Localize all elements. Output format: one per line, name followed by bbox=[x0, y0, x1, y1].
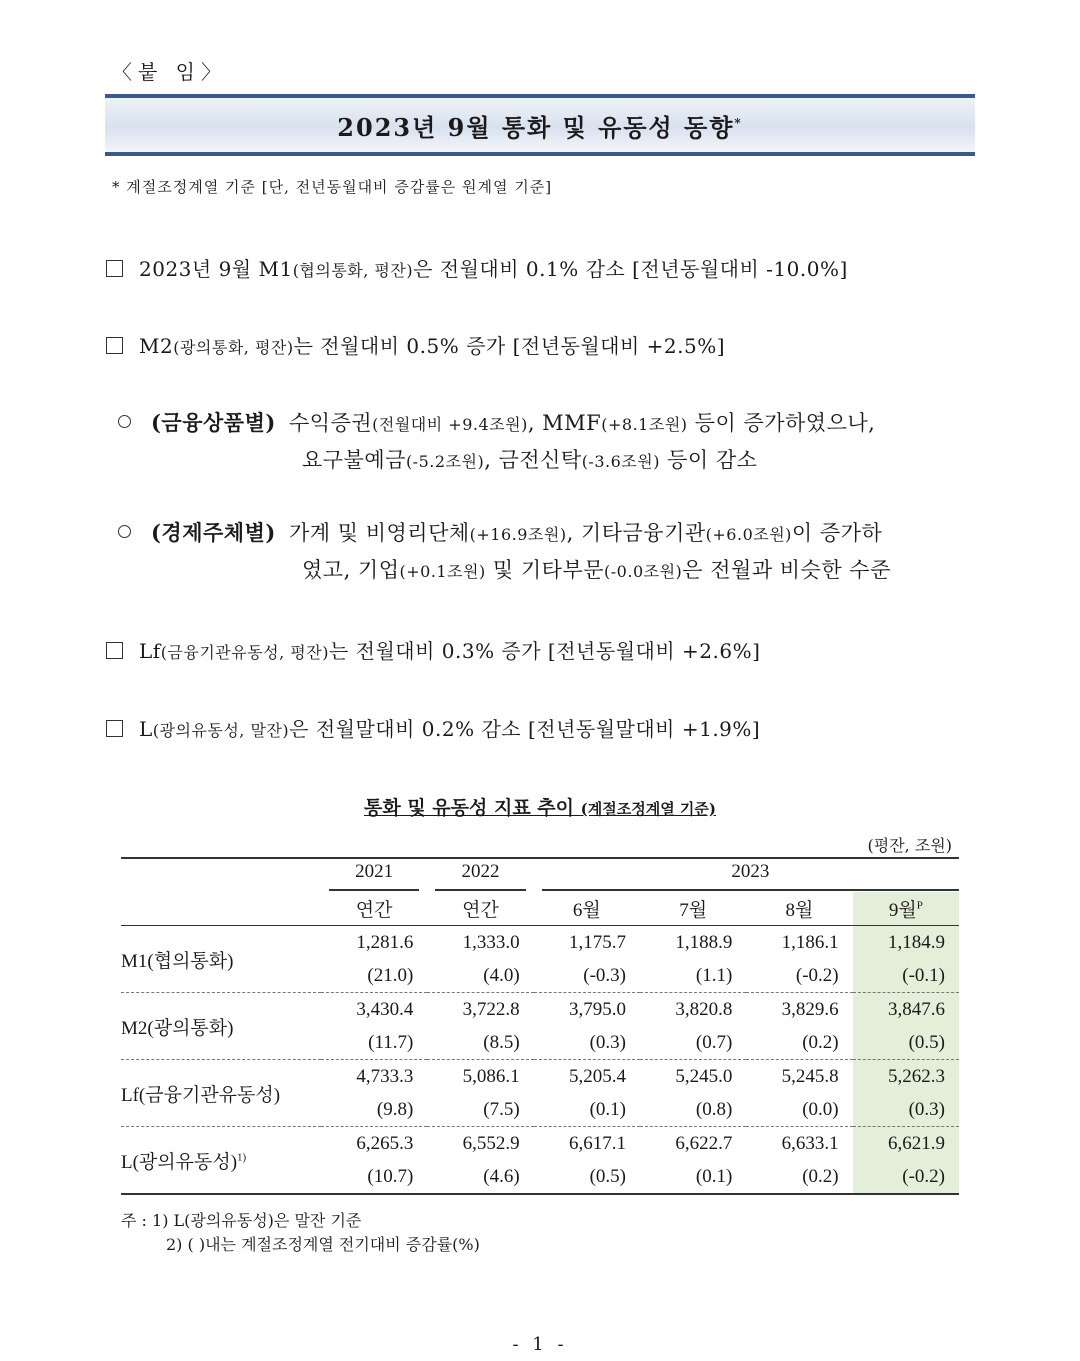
footnote-1: 주 : 1) L(광의유동성)은 말잔 기준 bbox=[121, 1211, 362, 1230]
year-2023: 2023 bbox=[534, 858, 959, 892]
value-cell: 6,552.9 bbox=[427, 1127, 533, 1161]
bullet-m1: 2023년 9월 M1(협의통화, 평잔)은 전월대비 0.1% 감소 [전년동월대비 -10.0%] bbox=[106, 253, 848, 282]
change-cell: (0.3) bbox=[853, 1093, 959, 1127]
year-2022: 2022 bbox=[427, 858, 533, 892]
checkbox-square-icon bbox=[106, 720, 123, 737]
value-cell: 3,820.8 bbox=[640, 993, 746, 1027]
change-cell: (21.0) bbox=[367, 964, 414, 986]
row-label: Lf(금융기관유동성) bbox=[121, 1060, 321, 1127]
value-cell: 3,847.6 bbox=[853, 993, 959, 1027]
value-cell: 5,086.1 bbox=[427, 1060, 533, 1094]
bullet-lf: Lf(금융기관유동성, 평잔)는 전월대비 0.3% 증가 [전년동월대비 +2.6%] bbox=[106, 635, 760, 664]
sub-sector-line2: 였고, 기업(+0.1조원) 및 기타부문(-0.0조원)은 전월과 비슷한 수준 bbox=[302, 558, 891, 582]
table-row bbox=[121, 1060, 959, 1094]
value-cell: 1,186.1 bbox=[781, 931, 839, 953]
value-cell: 1,184.9 bbox=[853, 926, 959, 960]
value-cell: 1,333.0 bbox=[462, 931, 520, 953]
value-cell: 6,265.3 bbox=[321, 1127, 427, 1161]
sub-sector: (경제주체별) 가계 및 비영리단체(+16.9조원), 기타금융기관(+6.0조원)이 증가하 bbox=[118, 517, 882, 547]
row-label: M2(광의통화) bbox=[121, 993, 321, 1060]
bullet-m2: M2(광의통화, 평잔)는 전월대비 0.5% 증가 [전년동월대비 +2.5%] bbox=[106, 330, 725, 359]
col-header-preliminary: 9월$^P$ bbox=[853, 892, 959, 926]
change-cell: (0.1) bbox=[589, 1098, 626, 1120]
change-cell: (1.1) bbox=[695, 964, 733, 986]
sub-product-line2: 요구불예금(-5.2조원), 금전신탁(-3.6조원) 등이 감소 bbox=[302, 448, 758, 472]
change-cell: (7.5) bbox=[483, 1098, 520, 1120]
footnote-2: 2) ( )내는 계절조정계열 전기대비 증감률(%) bbox=[166, 1235, 480, 1254]
change-cell: (4.0) bbox=[483, 964, 520, 986]
row-label: M1(협의통화) bbox=[121, 950, 234, 972]
bullet-l: L(광의유동성, 말잔)은 전월말대비 0.2% 감소 [전년동월말대비 +1.9%] bbox=[106, 713, 760, 742]
col-header: 7월 bbox=[640, 892, 746, 926]
period-header-row bbox=[121, 892, 959, 926]
value-cell: 5,245.0 bbox=[640, 1060, 746, 1094]
value-cell: 3,722.8 bbox=[427, 993, 533, 1027]
change-cell: (-0.3) bbox=[583, 964, 626, 986]
value-cell: 5,262.3 bbox=[853, 1060, 959, 1094]
value-cell: 5,245.8 bbox=[746, 1060, 852, 1094]
value-cell: 4,733.3 bbox=[321, 1060, 427, 1094]
circle-bullet-icon bbox=[118, 525, 131, 538]
year-2021: 2021 bbox=[321, 858, 427, 892]
year-header-row bbox=[121, 858, 959, 892]
change-cell: (0.2) bbox=[746, 1160, 852, 1194]
checkbox-square-icon bbox=[106, 337, 123, 354]
change-cell: (9.8) bbox=[376, 1098, 414, 1120]
value-cell: 5,205.4 bbox=[534, 1060, 640, 1094]
row-label: L(광의유동성)$^{1)}$ bbox=[121, 1127, 321, 1195]
change-cell: (0.5) bbox=[534, 1160, 640, 1194]
change-cell: (0.0) bbox=[802, 1098, 839, 1120]
value-cell: 3,829.6 bbox=[746, 993, 852, 1027]
col-header: 6월 bbox=[534, 892, 640, 926]
value-cell: 3,795.0 bbox=[534, 993, 640, 1027]
checkbox-square-icon bbox=[106, 642, 123, 659]
attachment-label: 〈붙 임〉 bbox=[112, 60, 227, 84]
table-row bbox=[121, 1127, 959, 1161]
value-cell: 6,622.7 bbox=[640, 1127, 746, 1161]
page-title: 2023년 9월 통화 및 유동성 동향* bbox=[337, 112, 743, 142]
value-cell: 6,621.9 bbox=[853, 1127, 959, 1161]
value-cell: 6,617.1 bbox=[534, 1127, 640, 1161]
change-cell: (-0.2) bbox=[795, 964, 839, 986]
table-title: 통화 및 유동성 지표 추이 (계절조정계열 기준) bbox=[364, 797, 716, 819]
value-cell: 1,175.7 bbox=[568, 931, 626, 953]
value-cell: 3,430.4 bbox=[321, 993, 427, 1027]
change-cell: (0.7) bbox=[695, 1031, 733, 1053]
change-cell: (11.7) bbox=[368, 1031, 414, 1053]
title-box bbox=[105, 94, 975, 156]
change-cell: (0.5) bbox=[853, 1026, 959, 1060]
change-cell: (8.5) bbox=[483, 1031, 520, 1053]
basis-note: * 계절조정계열 기준 [단, 전년동월대비 증감률은 원계열 기준] bbox=[112, 178, 553, 196]
value-cell: 1,281.6 bbox=[356, 931, 414, 953]
col-header: 연간 bbox=[321, 892, 427, 926]
change-cell: (-0.1) bbox=[853, 959, 959, 993]
sub-product: (금융상품별) 수익증권(전월대비 +9.4조원), MMF(+8.1조원) 등이 증가하였으나, bbox=[118, 407, 875, 437]
col-header: 연간 bbox=[427, 892, 533, 926]
value-cell: 6,633.1 bbox=[746, 1127, 852, 1161]
table-unit: (평잔, 조원) bbox=[867, 836, 952, 855]
value-cell: 1,188.9 bbox=[675, 931, 733, 953]
change-cell: (0.2) bbox=[802, 1031, 839, 1053]
change-cell: (0.3) bbox=[589, 1031, 626, 1053]
col-header: 8월 bbox=[746, 892, 852, 926]
change-cell: (0.8) bbox=[695, 1098, 733, 1120]
change-cell: (4.6) bbox=[427, 1160, 533, 1194]
change-cell: (0.1) bbox=[640, 1160, 746, 1194]
liquidity-table bbox=[121, 857, 959, 1195]
checkbox-square-icon bbox=[106, 260, 123, 277]
change-cell: (10.7) bbox=[321, 1160, 427, 1194]
circle-bullet-icon bbox=[118, 415, 131, 428]
page-number: - 1 - bbox=[512, 1334, 568, 1355]
table-row bbox=[121, 993, 959, 1027]
change-cell: (-0.2) bbox=[853, 1160, 959, 1194]
table-row bbox=[121, 926, 959, 960]
